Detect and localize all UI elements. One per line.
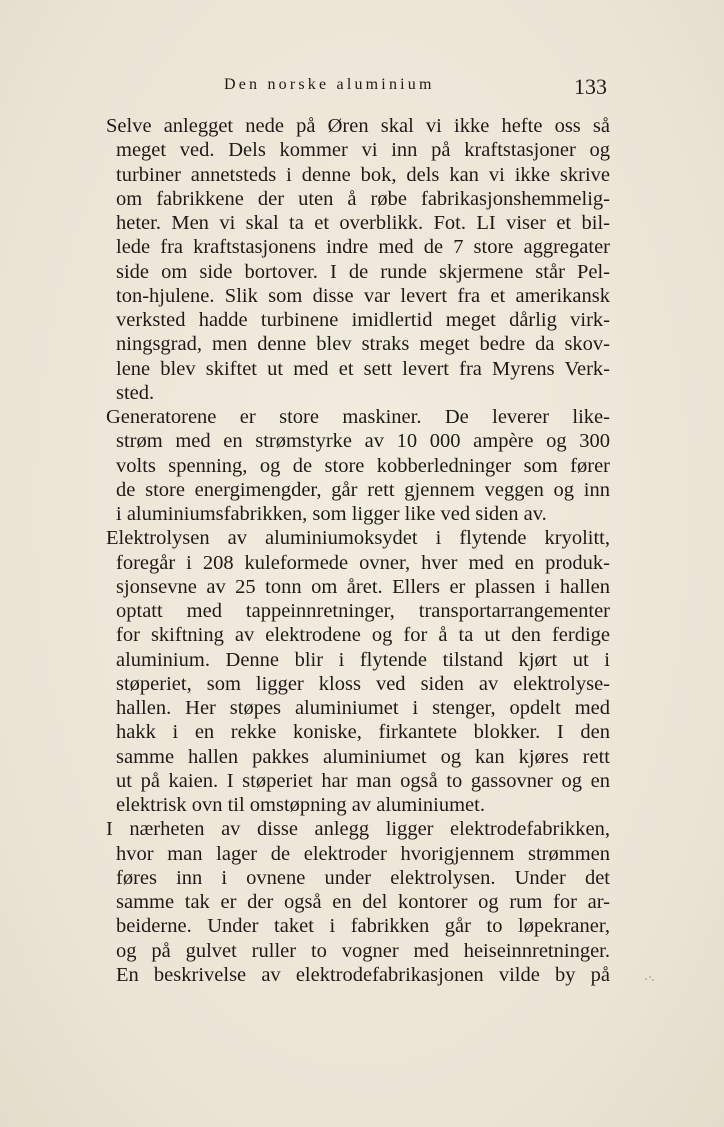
text-line: lene blev skiftet ut med et sett levert fra Myrens Verk- [116,357,610,380]
page-number: 133 [574,74,607,99]
text-line: i aluminiumsfabrikken, som ligger like ved siden av. [116,503,547,525]
text-line: optatt med tappeinnretninger, transportarrangementer [116,600,610,622]
body-text [106,114,610,987]
text-line: hakk i en rekke koniske, firkantete blokker. I den [116,721,610,744]
text-line: Selve anlegget nede på Øren skal vi ikke hefte oss så [106,115,610,137]
text-line: ningsgrad, men denne blev straks meget bedre da skov- [116,333,610,356]
text-line: de store energimengder, går rett gjennem veggen og inn [116,478,610,501]
text-line: verksted hadde turbinene imidlertid meget dårlig virk- [116,309,610,331]
text-line: I nærheten av disse anlegg ligger elektrodefabrikken, [106,818,610,841]
text-line: Elektrolysen av aluminiumoksydet i flytende kryolitt, [106,527,610,550]
text-line: for skiftning av elektrodene og for å ta ut den ferdige [116,624,610,647]
text-line: om fabrikkene der uten å røbe fabrikasjonshemmelig- [116,187,610,210]
text-line: Generatorene er store maskiner. De leverer like- [106,406,610,428]
text-line: turbiner annetsteds i denne bok, dels kan vi ikke skrive [116,163,610,186]
text-line: sted. [116,381,155,404]
text-line: side om side bortover. I de runde skjermene står Pel- [116,260,610,283]
text-line: aluminium. Denne blir i flytende tilstand kjørt ut i [116,648,610,671]
text-line: elektrisk ovn til omstøpning av aluminiumet. [116,794,485,816]
text-line: beiderne. Under taket i fabrikken går to løpekraner, [116,915,610,938]
text-line: sjonsevne av 25 tonn om året. Ellers er plassen i hallen [116,575,610,598]
text-line: ut på kaien. I støperiet har man også to gassovner og en [116,769,610,792]
text-line: samme hallen pakkes aluminiumet og kan kjøres rett [116,745,610,768]
text-line: lede fra kraftstasjonens indre med de 7 store aggregater [116,236,610,259]
text-line: foregår i 208 kuleformede ovner, hver med en produk- [116,551,610,574]
text-line: heter. Men vi skal ta et overblikk. Fot. LI viser et bil- [116,212,610,234]
running-head [0,74,724,104]
text-line: hvor man lager de elektroder hvorigjennem strømmen [116,842,610,865]
text-line: meget ved. Dels kommer vi inn på kraftstasjoner og [116,139,610,162]
text-line: hallen. Her støpes aluminiumet i stenger, opdelt med [116,697,610,719]
text-line: En beskrivelse av elektrodefabrikasjonen vilde by på [116,963,610,986]
paper-speck [645,976,655,982]
text-line: strøm med en strømstyrke av 10 000 ampère og 300 [116,430,610,453]
text-line: og på gulvet ruller to vogner med heiseinnretninger. [116,939,610,962]
text-line: ton-hjulene. Slik som disse var levert fra et amerikansk [116,284,610,307]
text-line: samme tak er der også en del kontorer og rum for ar- [116,891,610,913]
running-title: Den norske aluminium [224,76,435,93]
text-line: føres inn i ovnene under elektrolysen. Under det [116,866,610,889]
text-line: volts spenning, og de store kobberledninger som fører [116,454,610,477]
text-line: støperiet, som ligger kloss ved siden av elektrolyse- [116,672,610,695]
